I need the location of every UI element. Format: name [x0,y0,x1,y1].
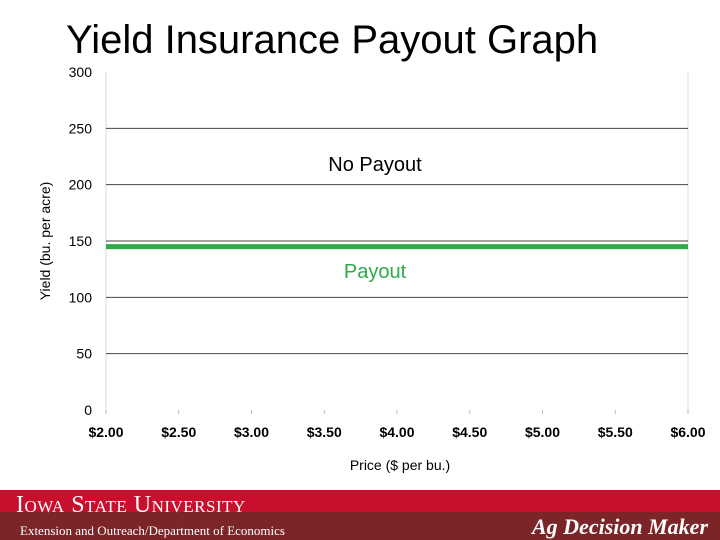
y-tick-label: 150 [68,233,92,249]
x-tick-label: $6.00 [670,424,706,440]
grid-layer [106,72,688,410]
x-tick-label: $5.50 [597,424,633,440]
y-tick-label: 0 [84,402,92,418]
slide-title: Yield Insurance Payout Graph [66,18,599,62]
y-tick-label: 200 [68,176,92,193]
x-tick-label: $5.00 [524,424,561,440]
y-axis-label: Yield (bu. per acre) [37,181,53,301]
x-tick-label: $4.00 [379,424,415,440]
y-tick-label: 100 [68,289,92,306]
y-tick-label: 300 [68,64,92,80]
university-logo: Iowa State University [16,492,246,518]
x-tick-label: $4.50 [452,424,488,440]
footer [0,490,720,540]
y-tick-label: 50 [76,345,92,362]
annotation-layer [328,154,422,283]
annotation-payout: Payout [343,261,407,284]
department-text: Extension and Outreach/Department of Economics [20,523,285,538]
ag-decision-maker-logo: Ag Decision Maker [532,514,708,539]
x-tick-label: $3.00 [233,424,270,440]
x-axis-label: Price ($ per bu.) [349,457,451,473]
tick-layer [69,64,706,440]
x-tick-label: $2.50 [161,424,197,440]
annotation-no-payout: No Payout [328,154,422,177]
y-tick-label: 250 [68,120,92,137]
x-tick-label: $3.50 [306,424,342,440]
x-tick-label: $2.00 [88,424,124,440]
